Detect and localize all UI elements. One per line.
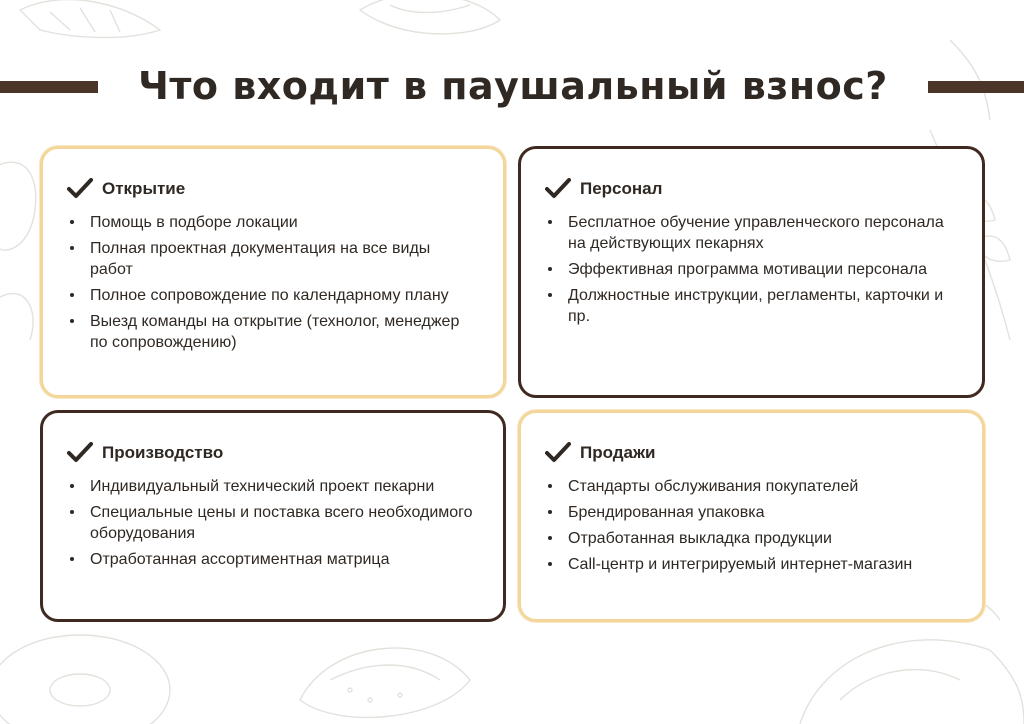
card-header	[67, 441, 477, 465]
list-item	[545, 476, 956, 497]
card-title: Открытие	[102, 179, 186, 198]
page-title: Что входит в паушальный взнос?	[138, 64, 888, 108]
list-item-text: Выезд команды на открытие (технолог, менеджер по сопровождению)	[90, 313, 460, 351]
list-item	[67, 311, 477, 353]
bullet-icon	[548, 267, 552, 271]
list-item	[67, 476, 477, 497]
bullet-list	[67, 212, 477, 353]
bullet-icon	[548, 510, 552, 514]
card-header	[67, 177, 477, 201]
list-item	[67, 212, 477, 233]
list-item-text: Индивидуальный технический проект пекарни	[90, 478, 435, 495]
card-title: Производство	[102, 443, 224, 462]
card-production	[40, 410, 506, 622]
card-title: Продажи	[580, 443, 656, 462]
bullet-icon	[70, 319, 74, 323]
title-row	[0, 58, 1024, 118]
list-item-text: Отработанная выкладка продукции	[568, 530, 832, 547]
title-bar-left	[0, 81, 98, 93]
list-item-text: Эффективная программа мотивации персонала	[568, 261, 927, 278]
list-item-text: Call-центр и интегрируемый интернет-магазин	[568, 556, 913, 573]
list-item	[545, 554, 956, 575]
bullet-icon	[70, 246, 74, 250]
bullet-list	[545, 476, 956, 575]
title-bar-right	[928, 81, 1024, 93]
checkmark-icon	[545, 442, 571, 464]
list-item	[545, 285, 956, 327]
bullet-list	[67, 476, 477, 570]
bullet-icon	[548, 293, 552, 297]
list-item-text: Полная проектная документация на все виды работ	[90, 240, 431, 278]
list-item-text: Отработанная ассортиментная матрица	[90, 551, 390, 568]
list-item-text: Специальные цены и поставка всего необходимого оборудования	[90, 504, 473, 542]
list-item	[545, 259, 956, 280]
bullet-icon	[548, 484, 552, 488]
bullet-icon	[548, 220, 552, 224]
bullet-icon	[70, 484, 74, 488]
list-item	[545, 502, 956, 523]
bullet-icon	[70, 510, 74, 514]
bullet-icon	[548, 536, 552, 540]
list-item-text: Брендированная упаковка	[568, 504, 765, 521]
list-item	[67, 549, 477, 570]
list-item	[545, 212, 956, 254]
list-item	[67, 285, 477, 306]
list-item	[67, 238, 477, 280]
bullet-list	[545, 212, 956, 327]
card-sales	[518, 410, 985, 622]
card-title: Персонал	[580, 179, 663, 198]
list-item-text: Полное сопровождение по календарному плану	[90, 287, 449, 304]
bullet-icon	[70, 557, 74, 561]
list-item-text: Стандарты обслуживания покупателей	[568, 478, 859, 495]
checkmark-icon	[545, 178, 571, 200]
bullet-icon	[548, 562, 552, 566]
card-opening	[40, 146, 506, 398]
card-staff	[518, 146, 985, 398]
checkmark-icon	[67, 178, 93, 200]
bullet-icon	[70, 220, 74, 224]
list-item-text: Помощь в подборе локации	[90, 214, 298, 231]
list-item	[545, 528, 956, 549]
bullet-icon	[70, 293, 74, 297]
card-header	[545, 177, 956, 201]
card-header	[545, 441, 956, 465]
checkmark-icon	[67, 442, 93, 464]
list-item-text: Должностные инструкции, регламенты, карточки и пр.	[568, 287, 944, 325]
list-item	[67, 502, 477, 544]
list-item-text: Бесплатное обучение управленческого персонала на действующих пекарнях	[568, 214, 944, 252]
